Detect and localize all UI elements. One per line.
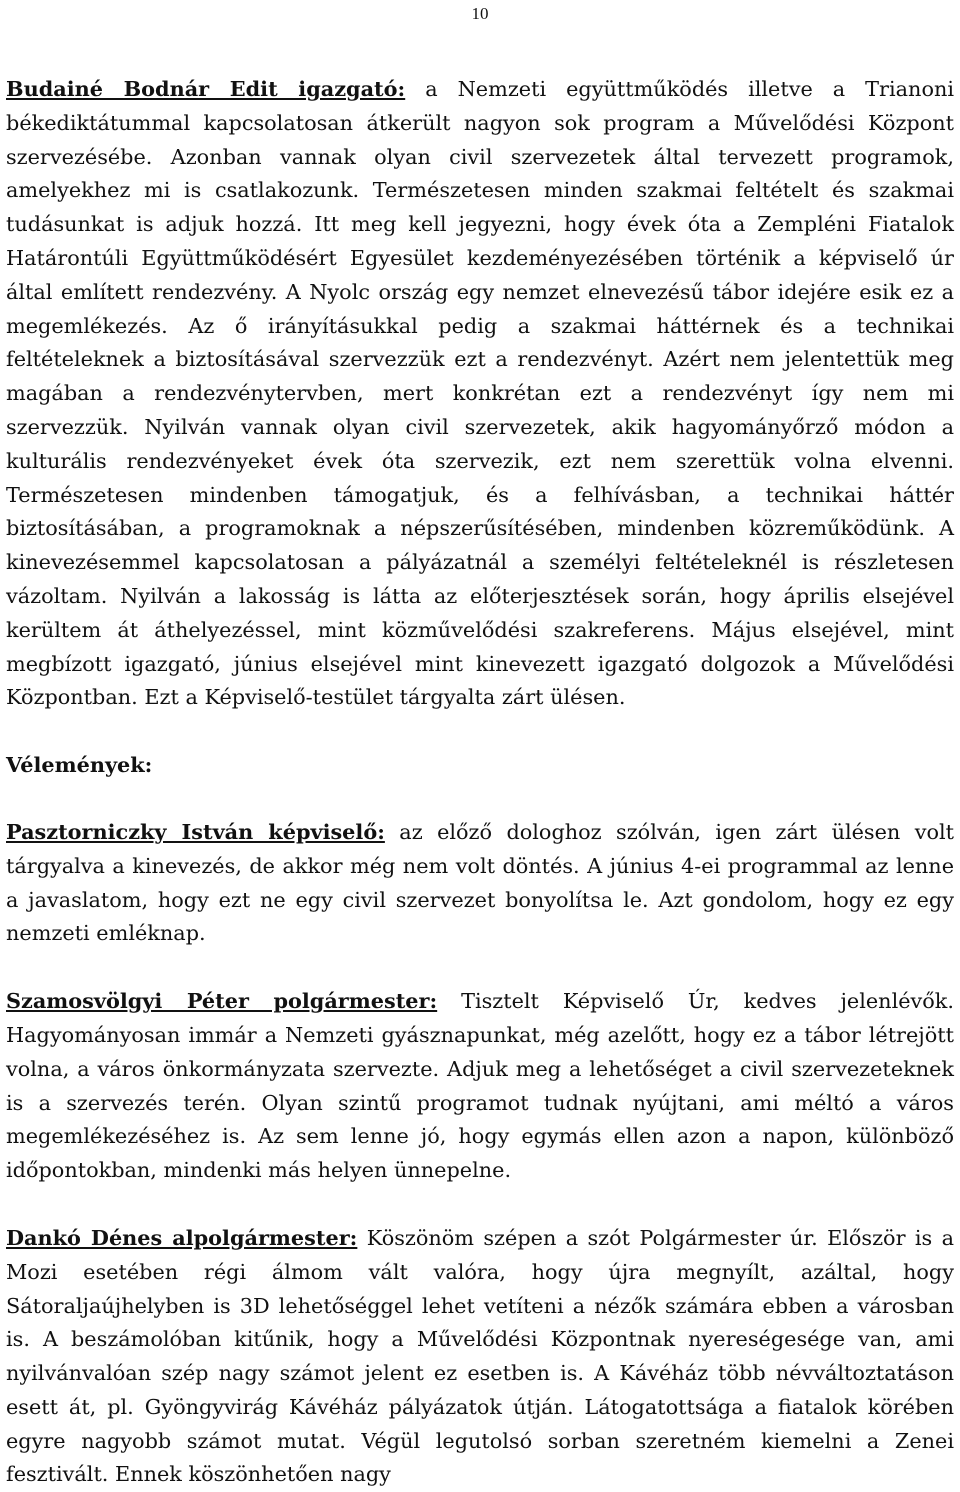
speaker-name: Szamosvölgyi Péter polgármester: [6, 988, 438, 1014]
paragraph-text: Köszönöm szépen a szót Polgármester úr. Először is a Mozi esetében régi álmom vált valóra, hogy újra megnyílt, azáltal, hogy Sátoraljaújhelyben is 3D lehetőséggel lehet vetíteni a nézők számára ebben a városban is. A beszámolóban kitűnik, hogy a Művelődési Központnak nyereségesége van, ami nyilvánvalóan szép nagy számot jelent ez esetben is. A Kávéház több névváltoztatáson esett át, pl. Gyöngyvirág Kávéház pályázatok útján. Látogatottsága a fiatalok körében egyre nagyobb számot mutat. Végül legutolsó sorban szeretném kiemelni a Zenei fesztivált. Ennek köszönhetően nagy [6, 1225, 954, 1487]
speaker-name: Budainé Bodnár Edit igazgató: [6, 76, 406, 101]
section-heading: Vélemények: [6, 752, 153, 778]
paragraph-budaine [6, 72, 954, 715]
paragraph-text: az előző dologhoz szólván, igen zárt ülésen volt tárgyalva a kinevezés, de akkor még nem volt döntés. A június 4-ei programmal az lenne a javaslatom, hogy ezt ne egy civil szervezet bonyolítsa le. Azt gondolom, hogy ez egy nemzeti emléknap. [6, 819, 954, 946]
paragraph-szamosvolgyi [6, 984, 954, 1188]
paragraph-danko [6, 1221, 954, 1492]
speaker-name: Dankó Dénes alpolgármester: [6, 1224, 358, 1250]
page-number: 10 [471, 4, 489, 23]
paragraph-pasztorniczky [6, 815, 954, 951]
paragraph-text: Tisztelt Képviselő Úr, kedves jelenlévők. Hagyományosan immár a Nemzeti gyásznapunkat, még azelőtt, hogy ez a tábor létrejött volna, a város önkormányzata szervezte. Adjuk meg a lehetőséget a civil szervezeteknek is a szervezés terén. Olyan szintű programot tudnak nyújtani, ami méltó a város megemlékezéséhez is. Az sem lenne jó, hogy egymás ellen azon a napon, különböző időpontokban, mindenki más helyen ünnepelne. [6, 989, 955, 1183]
paragraph-text: a Nemzeti együttműködés illetve a Trianoni békediktátummal kapcsolatosan átkerült nagyon sok program a Művelődési Központ szervezésébe. Azonban vannak olyan civil szervezetek által tervezett programok, amelyekhez mi is csatlakozunk. Természetesen minden szakmai feltételt és szakmai tudásunkat is adjuk hozzá. Itt meg kell jegyezni, hogy évek óta a Zempléni Fiatalok Határontúli Együttműködésért Egyesület kezdeményezésében történik a képviselő úr által említett rendezvény. A Nyolc ország egy nemzet elnevezésű tábor idejére esik ez a megemlékezés. Az ő irányításukkal pedig a szakmai háttérnek és a technikai feltételeknek a biztosításával szervezzük ezt a rendezvényt. Azért nem jelentettük meg magában a rendezvénytervben, mert konkrétan ezt a rendezvényt így nem mi szervezzük. Nyilván vannak olyan civil szervezetek, akik hagyományőrző módon a kulturális rendezvényeket évek óta szervezik, ezt nem szerettük volna elvenni. Természetesen mindenben támogatjuk, és a felhívásban, a technikai háttér biztosításában, a programoknak a népszerűsítésében, mindenben közreműködünk. A kinevezésemmel kapcsolatosan a pályázatnál a személyi feltételeknél is részletesen vázoltam. Nyilván a lakosság is látta az előterjesztések során, hogy április elsejével kerültem át áthelyezéssel, mint közművelődési szakreferens. Május elsejével, mint megbízott igazgató, június elsejével mint kinevezett igazgató dolgozok a Művelődési Központban. Ezt a Képviselő-testület tárgyalta zárt ülésen. [6, 77, 955, 710]
speaker-name: Pasztorniczky István képviselő: [6, 818, 385, 844]
